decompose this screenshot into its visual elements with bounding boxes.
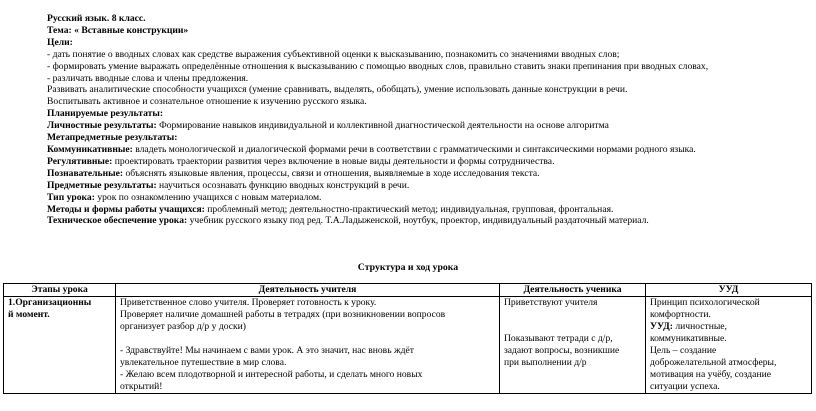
communicative-line (47, 144, 807, 156)
uud-text: ситуации успеха. (650, 381, 720, 392)
uud-text: доброжелательной атмосферы, (650, 357, 777, 368)
goals-label: Цели: (47, 36, 73, 48)
column-header-student: Деятельность ученика (500, 284, 646, 297)
teacher-text: увлекательное путешествие в мир слова. (120, 357, 287, 368)
goal-line: - формировать умение выражать определённые отношения к высказыванию с помощью вводных слов, правильно ставить знаки препинания при вводных словах, (47, 60, 709, 72)
lesson-header (47, 13, 807, 227)
methods-line (47, 204, 807, 216)
uud-cell (646, 297, 812, 394)
regulative-value: проектировать траектории развития через включение в новые виды деятельности и формы сотрудничества. (112, 155, 555, 167)
uud-text: комфортности. (650, 309, 711, 320)
personal-results-label: Личностные результаты: (47, 120, 157, 132)
cognitive-value: объяснять языковые явления, процессы, связи и отношения, выявляемые в ходе исследования текста. (123, 167, 540, 179)
teacher-activity-cell (116, 297, 500, 394)
uud-label: УУД: (650, 321, 673, 332)
lesson-type-line (47, 192, 807, 204)
table-row (4, 297, 812, 394)
student-text: Показывают тетради с д/р, (504, 333, 613, 344)
spacer (504, 309, 641, 321)
topic-line (47, 25, 807, 37)
lesson-structure-table (3, 283, 812, 394)
meta-results-label: Метапредметные результаты: (47, 132, 178, 144)
lesson-type-value: урок по ознакомлению учащихся с новым материалом. (94, 191, 322, 203)
uud-line (650, 321, 807, 333)
column-header-stages: Этапы урока (4, 284, 116, 297)
uud-text: личностные, (672, 321, 727, 332)
student-text: при выполнении д/р (504, 357, 587, 368)
column-header-teacher: Деятельность учителя (116, 284, 500, 297)
subject-results-label: Предметные результаты: (47, 179, 157, 191)
planned-results-label: Планируемые результаты: (47, 108, 164, 120)
communicative-value: владеть монологической и диалогической формами речи в соответствии с грамматическими и синтаксическими нормами родного языка. (132, 143, 696, 155)
stage-text: 1.Организационны (8, 297, 92, 308)
teacher-text: открытий! (120, 381, 163, 392)
regulative-label: Регулятивные: (47, 155, 113, 167)
tech-support-label: Техническое обеспечение урока: (47, 215, 188, 227)
goal-line: Воспитывать активное и сознательное отношение к изучению русского языка. (47, 96, 367, 108)
goal-line: - дать понятие о вводных словах как средстве выражения субъективной оценки к высказыванию, познакомить со значениями вводных слов; (47, 48, 620, 60)
column-header-uud: УУД (646, 284, 812, 297)
tech-support-line (47, 215, 807, 227)
uud-text: Цель – создание (650, 345, 717, 356)
methods-label: Методы и формы работы учащихся: (47, 203, 205, 215)
regulative-line (47, 156, 807, 168)
personal-results-value: Формирование навыков индивидуальной и коллективной диагностической деятельности на основе алгоритма (156, 120, 609, 132)
subject-results-value: научиться осознавать функцию вводных конструкций в речи. (156, 179, 410, 191)
goal-line: - различать вводные слова и члены предложения. (47, 72, 249, 84)
uud-text: коммуникативные. (650, 333, 727, 344)
subject-results-line (47, 180, 807, 192)
spacer (504, 321, 641, 333)
lesson-type-label: Тип урока: (47, 191, 95, 203)
personal-results-line (47, 120, 807, 132)
methods-value: проблемный метод; деятельностно-практический метод; индивидуальная, групповая, фронтальная. (204, 203, 614, 215)
spacer (120, 333, 495, 345)
topic-value: « Вставные конструкции» (71, 24, 189, 36)
communicative-label: Коммуникативные: (47, 143, 133, 155)
tech-support-value: учебник русского языку под ред. Т.А.Ладыженской, ноутбук, проектор, индивидуальный раздаточный материал. (187, 215, 649, 227)
uud-text: мотивация на учёбу, создание (650, 369, 771, 380)
table-header-row (4, 284, 812, 297)
stage-cell (4, 297, 116, 394)
teacher-text: - Здравствуйте! Мы начинаем с вами урок. А это значит, нас вновь ждёт (120, 345, 414, 356)
cognitive-line (47, 168, 807, 180)
student-activity-cell (500, 297, 646, 394)
subject-line: Русский язык. 8 класс. (47, 13, 146, 24)
uud-text: Принцип психологической (650, 297, 760, 308)
topic-label: Тема: (47, 24, 72, 36)
stage-text: й момент. (8, 309, 50, 320)
student-text: задают вопросы, возникшие (504, 345, 620, 356)
cognitive-label: Познавательные: (47, 167, 124, 179)
goal-line: Развивать аналитические способности учащихся (умение сравнивать, выделять, обобщать), умение использовать данные конструкции в речи. (47, 84, 628, 96)
student-text: Приветствуют учителя (504, 297, 598, 308)
teacher-text: Проверяет наличие домашней работы в тетрадях (при возникновении вопросов (120, 309, 446, 320)
structure-title: Структура и ход урока (357, 262, 459, 273)
teacher-text: - Желаю всем плодотворной и интересной работы, и сделать много новых (120, 369, 423, 380)
teacher-text: организует разбор д/р у доски) (120, 321, 246, 332)
teacher-text: Приветственное слово учителя. Проверяет готовность к уроку. (120, 297, 377, 308)
